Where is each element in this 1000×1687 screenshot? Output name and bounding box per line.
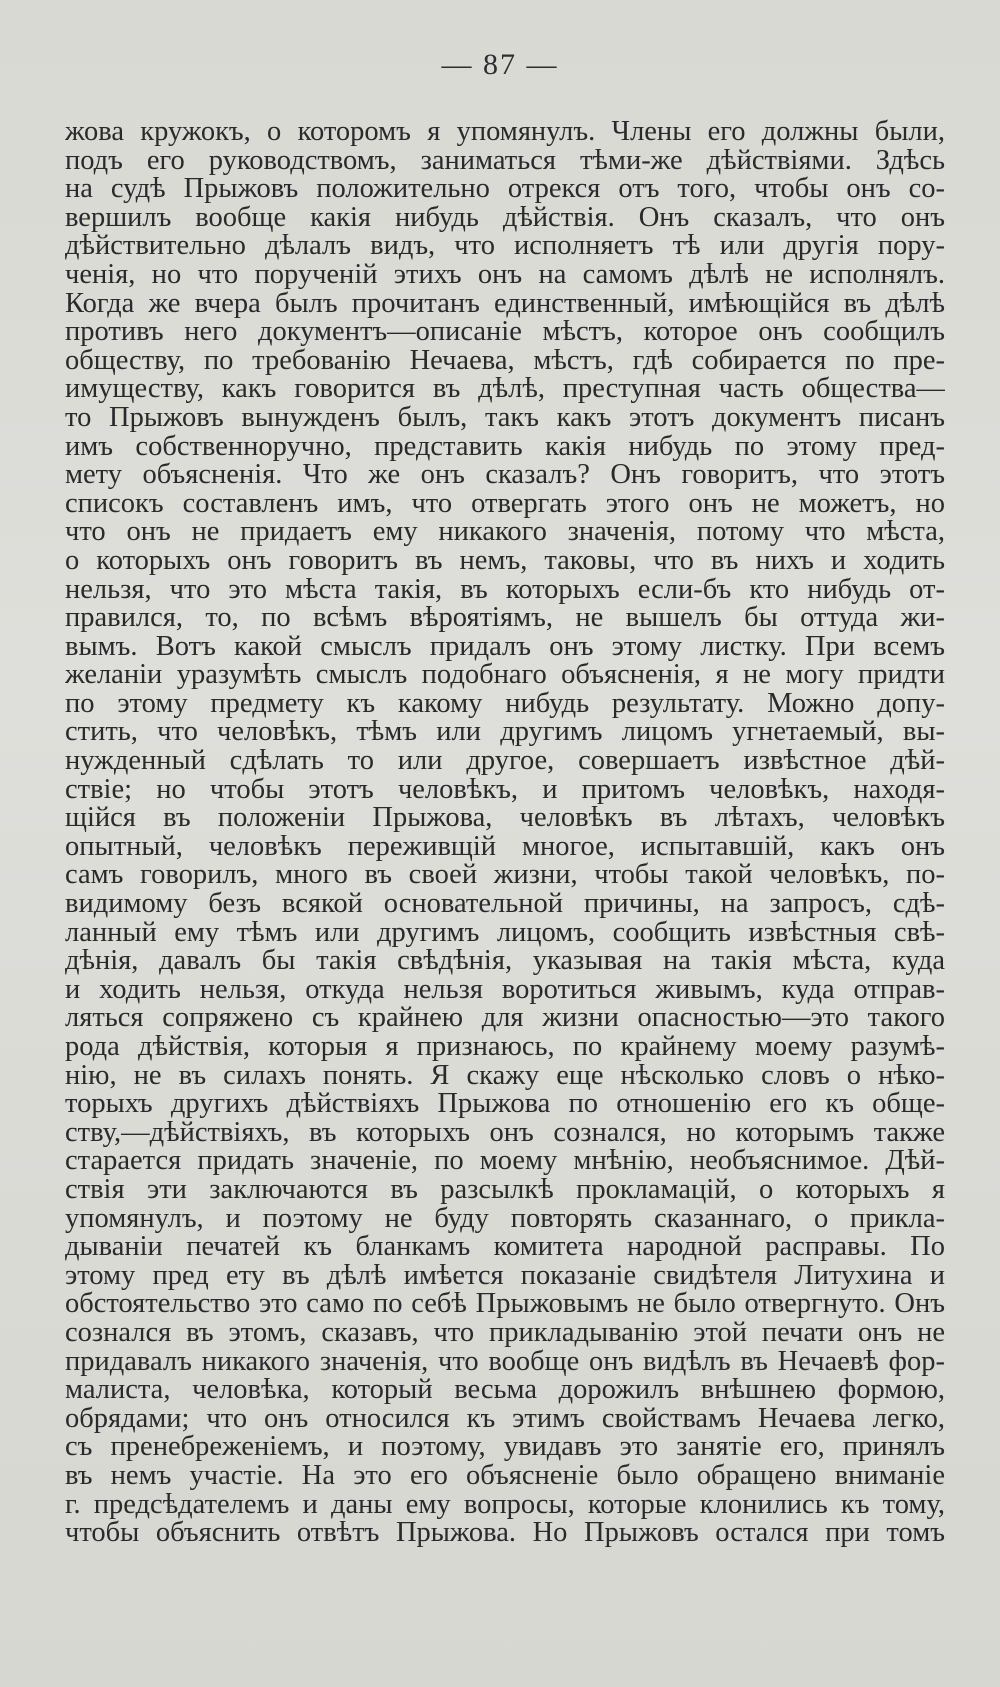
text-line: желаніи уразумѣть смыслъ подобнаго объясненія, я не могу придти <box>65 661 945 690</box>
text-line: видимому безъ всякой основательной причины, на запросъ, сдѣ- <box>65 890 945 919</box>
text-line: Когда же вчера былъ прочитанъ единственный, имѣющійся въ дѣлѣ <box>65 289 945 319</box>
text-line: г. предсѣдателемъ и даны ему вопросы, которые клонились къ тому, <box>65 1490 945 1520</box>
text-line: обстоятельство это само по себѣ Прыжовымъ не было отвергнуто. Онъ <box>65 1290 945 1319</box>
text-line: ланный ему тѣмъ или другимъ лицомъ, сообщить извѣстныя свѣ- <box>65 918 945 948</box>
text-line: на судѣ Прыжовъ положительно отрекся отъ того, чтобы онъ со- <box>65 175 945 204</box>
text-line: по этому предмету къ какому нибудь результату. Можно допу- <box>65 689 945 719</box>
text-line: ствія эти заключаются въ разсылкѣ прокламацій, о которыхъ я <box>65 1175 945 1205</box>
text-line: этому пред ету въ дѣлѣ имѣется показаніе свидѣтеля Литухина и <box>65 1261 945 1291</box>
text-line: чтобы объяснить отвѣтъ Прыжова. Но Прыжовъ остался при томъ <box>65 1519 945 1548</box>
body-text <box>65 118 945 1548</box>
text-line: торыхъ другихъ дѣйствіяхъ Прыжова по отношенію его къ обще- <box>65 1090 945 1119</box>
text-line: имъ собственноручно, представить какія нибудь по этому пред- <box>65 432 945 462</box>
text-line: нію, не въ силахъ понять. Я скажу еще нѣсколько словъ о нѣко- <box>65 1061 945 1091</box>
text-line: что онъ не придаетъ ему никакого значенія, потому что мѣста, <box>65 518 945 547</box>
text-line: то Прыжовъ вынужденъ былъ, такъ какъ этотъ документъ писанъ <box>65 403 945 433</box>
text-line: съ пренебреженіемъ, и поэтому, увидавъ это занятіе его, принялъ <box>65 1433 945 1462</box>
text-line: жова кружокъ, о которомъ я упомянулъ. Члены его должны были, <box>65 118 945 147</box>
text-line: противъ него документъ—описаніе мѣстъ, которое онъ сообщилъ <box>65 318 945 347</box>
text-line: въ немъ участіе. На это его объясненіе было обращено вниманіе <box>65 1461 945 1491</box>
text-line: мету объясненія. Что же онъ сказалъ? Онъ говоритъ, что этотъ <box>65 461 945 490</box>
text-line: старается придать значеніе, по моему мнѣнію, необъяснимое. Дѣй- <box>65 1147 945 1176</box>
text-line: нужденный сдѣлать то или другое, совершаетъ извѣстное дѣй- <box>65 747 945 776</box>
text-line: вымъ. Вотъ какой смыслъ придалъ онъ этому листку. При всемъ <box>65 632 945 662</box>
text-line: упомянулъ, и поэтому не буду повторять сказаннаго, о прикла- <box>65 1204 945 1234</box>
text-line: придавалъ никакого значенія, что вообще онъ видѣлъ въ Нечаевѣ фор- <box>65 1347 945 1377</box>
page-number: — 87 — <box>441 48 559 81</box>
text-line: ствіе; но чтобы этотъ человѣкъ, и притомъ человѣкъ, находя- <box>65 775 945 805</box>
text-line: сознался въ этомъ, сказавъ, что прикладыванію этой печати онъ не <box>65 1318 945 1348</box>
text-line: нельзя, что это мѣста такія, въ которыхъ если-бъ кто нибудь от- <box>65 575 945 605</box>
text-line: щійся въ положеніи Прыжова, человѣкъ въ лѣтахъ, человѣкъ <box>65 804 945 833</box>
text-line: малиста, человѣка, который весьма дорожилъ внѣшнею формою, <box>65 1376 945 1405</box>
text-line: подъ его руководствомъ, заниматься тѣми-же дѣйствіями. Здѣсь <box>65 146 945 176</box>
text-line: стить, что человѣкъ, тѣмъ или другимъ лицомъ угнетаемый, вы- <box>65 718 945 748</box>
text-line: ству,—дѣйствіяхъ, въ которыхъ онъ сознался, но которымъ также <box>65 1118 945 1148</box>
text-line: дываніи печатей къ бланкамъ комитета народной расправы. По <box>65 1233 945 1262</box>
text-line: дѣйствительно дѣлалъ видъ, что исполняетъ тѣ или другія пору- <box>65 232 945 261</box>
text-line: правился, то, по всѣмъ вѣроятіямъ, не вышелъ бы оттуда жи- <box>65 604 945 633</box>
text-line: самъ говорилъ, много въ своей жизни, чтобы такой человѣкъ, по- <box>65 861 945 891</box>
text-line: о которыхъ онъ говоритъ въ немъ, таковы, что въ нихъ и ходить <box>65 546 945 576</box>
text-line: ченія, но что порученій этихъ онъ на самомъ дѣлѣ не исполнялъ. <box>65 260 945 290</box>
text-line: опытный, человѣкъ переживщій многое, испытавшій, какъ онъ <box>65 832 945 862</box>
text-line: обрядами; что онъ относился къ этимъ свойствамъ Нечаева легко, <box>65 1404 945 1434</box>
text-line: вершилъ вообще какія нибудь дѣйствія. Онъ сказалъ, что онъ <box>65 203 945 233</box>
text-line: обществу, по требованію Нечаева, мѣстъ, гдѣ собирается по пре- <box>65 346 945 376</box>
text-line: и ходить нельзя, откуда нельзя воротиться живымъ, куда отпрaв- <box>65 975 945 1005</box>
text-line: ляться сопряжено съ крайнею для жизни опасностью—это такого <box>65 1004 945 1033</box>
text-line: имуществу, какъ говорится въ дѣлѣ, преступная часть общества— <box>65 375 945 404</box>
text-line: рода дѣйствія, которыя я признаюсь, по крайнему моему разумѣ- <box>65 1033 945 1062</box>
text-line: дѣнія, давалъ бы такія свѣдѣнія, указывая на такія мѣста, куда <box>65 947 945 976</box>
text-line: списокъ составленъ имъ, что отвергать этого онъ не можетъ, но <box>65 489 945 519</box>
